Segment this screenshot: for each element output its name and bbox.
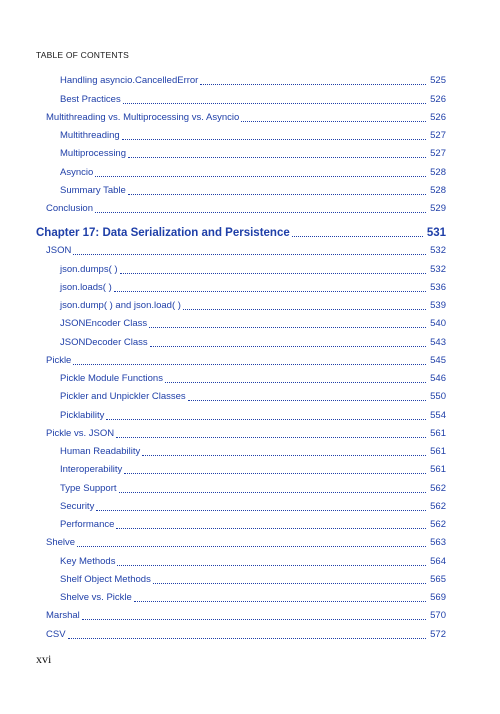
dot-leader [292, 235, 423, 237]
toc-entry[interactable] [36, 386, 446, 404]
dot-leader [188, 399, 426, 401]
toc-entry-title: Picklability [60, 409, 105, 421]
toc-entry-title: Multithreading [60, 130, 120, 141]
toc-entry-title: Multiprocessing [60, 148, 126, 160]
toc-entry-title: Key Methods [60, 555, 116, 567]
toc-entry-page: 546 [430, 373, 446, 384]
toc-entry-title: Chapter 17: Data Serialization and Persistence [36, 227, 290, 239]
toc-entry[interactable] [36, 143, 446, 161]
toc-entry-page: 528 [430, 166, 446, 178]
toc-entry-page: 550 [430, 391, 446, 403]
toc-entry-title: json.dumps( ) [60, 263, 118, 275]
toc-entry-page: 539 [430, 300, 446, 311]
dot-leader [165, 381, 426, 383]
toc-entry-page: 569 [430, 592, 446, 603]
dot-leader [122, 138, 426, 140]
toc-entry-page: 545 [430, 354, 446, 366]
toc-entry[interactable] [36, 514, 446, 532]
toc-entry-title: Summary Table [60, 184, 126, 196]
dot-leader [96, 509, 426, 511]
toc-entry-page: 529 [430, 203, 446, 214]
toc-entry-page: 526 [430, 111, 446, 123]
toc-entry[interactable] [36, 550, 446, 568]
toc-entry[interactable] [36, 368, 446, 386]
toc-entry-page: 570 [430, 610, 446, 622]
toc-entry[interactable] [36, 350, 446, 368]
toc-entry[interactable] [36, 441, 446, 459]
toc-entry-page: 561 [430, 464, 446, 476]
toc-entry-title: CSV [46, 628, 66, 640]
dot-leader [120, 272, 427, 274]
toc-entry-title: Asyncio [60, 166, 94, 178]
toc-entry[interactable] [36, 477, 446, 495]
toc-entry-page: 532 [430, 263, 446, 275]
toc-entry-page: 525 [430, 75, 446, 87]
toc-entry-page: 527 [430, 148, 446, 160]
toc-entry-page: 532 [430, 245, 446, 257]
toc-entry-title: JSONDecoder Class [60, 336, 148, 348]
running-header: TABLE OF CONTENTS [36, 50, 129, 60]
dot-leader [116, 436, 426, 438]
toc-entry-title: Human Readability [60, 446, 141, 457]
toc-entry-title: Best Practices [60, 93, 121, 105]
dot-leader [82, 618, 426, 620]
dot-leader [128, 156, 426, 158]
toc-entry[interactable] [36, 496, 446, 514]
toc-entry-page: 561 [430, 446, 446, 457]
toc-entry[interactable] [36, 277, 446, 295]
dot-leader [73, 363, 426, 365]
toc-entry-page: 565 [430, 573, 446, 585]
toc-entry-title: Conclusion [46, 203, 93, 214]
toc-entry-page: 564 [430, 555, 446, 567]
toc-entry-title: Performance [60, 519, 115, 530]
toc-entry-title: JSON [46, 245, 72, 257]
toc-entry[interactable] [36, 623, 446, 641]
toc-entry-page: 554 [430, 409, 446, 421]
page-number: xvi [36, 652, 52, 666]
toc-entry-page: 543 [430, 336, 446, 348]
dot-leader [183, 308, 426, 310]
dot-leader [68, 637, 427, 639]
toc-entry-page: 561 [430, 427, 446, 439]
dot-leader [95, 175, 426, 177]
toc-entry[interactable] [36, 125, 446, 143]
dot-leader [128, 193, 426, 195]
toc-entry[interactable] [36, 331, 446, 349]
toc-entry[interactable] [36, 198, 446, 216]
dot-leader [123, 102, 426, 104]
toc-entry-title: json.loads( ) [60, 281, 112, 293]
toc-entry[interactable] [36, 605, 446, 623]
toc-entry[interactable] [36, 404, 446, 422]
toc-entry-title: JSONEncoder Class [60, 318, 148, 330]
dot-leader [77, 545, 426, 547]
dot-leader [241, 120, 426, 122]
dot-leader [117, 564, 426, 566]
dot-leader [95, 211, 426, 213]
dot-leader [149, 326, 426, 328]
dot-leader [114, 290, 426, 292]
toc-entry-title: Pickle [46, 354, 72, 366]
toc-entry-page: 563 [430, 537, 446, 549]
toc-entry-title: Interoperability [60, 464, 123, 476]
toc-entry[interactable] [36, 161, 446, 179]
toc-entry-page: 526 [430, 93, 446, 105]
dot-leader [119, 491, 427, 493]
toc-entry-title: Pickler and Unpickler Classes [60, 391, 186, 403]
dot-leader [73, 253, 426, 255]
toc-entry[interactable] [36, 587, 446, 605]
toc-entry[interactable] [36, 459, 446, 477]
dot-leader [124, 472, 426, 474]
table-of-contents [36, 70, 446, 642]
toc-entry-page: 536 [430, 281, 446, 293]
toc-entry[interactable] [36, 258, 446, 276]
toc-entry-page: 562 [430, 482, 446, 494]
toc-entry-title: Pickle vs. JSON [46, 427, 115, 439]
toc-entry[interactable] [36, 423, 446, 441]
dot-leader [116, 527, 426, 529]
toc-entry[interactable] [36, 107, 446, 125]
dot-leader [134, 600, 426, 602]
toc-entry-page: 531 [426, 227, 446, 239]
toc-entry-page: 572 [430, 628, 446, 640]
toc-entry-title: json.dump( ) and json.load( ) [60, 300, 181, 311]
toc-chapter-entry[interactable] [36, 216, 446, 240]
toc-entry-title: Shelve [46, 537, 76, 549]
toc-entry[interactable] [36, 70, 446, 88]
toc-entry-page: 527 [430, 130, 446, 141]
toc-entry-title: Shelf Object Methods [60, 573, 151, 585]
toc-entry-title: Type Support [60, 482, 117, 494]
toc-entry[interactable] [36, 88, 446, 106]
dot-leader [200, 83, 426, 85]
dot-leader [142, 454, 426, 456]
toc-entry-title: Security [60, 500, 95, 512]
toc-entry[interactable] [36, 313, 446, 331]
toc-entry-title: Handling asyncio.CancelledError [60, 75, 199, 87]
toc-entry-title: Marshal [46, 610, 80, 622]
toc-entry-title: Pickle Module Functions [60, 373, 163, 384]
toc-entry[interactable] [36, 240, 446, 258]
dot-leader [150, 345, 427, 347]
dot-leader [153, 582, 426, 584]
toc-entry[interactable] [36, 295, 446, 313]
dot-leader [106, 418, 426, 420]
toc-entry-page: 562 [430, 519, 446, 530]
toc-entry[interactable] [36, 180, 446, 198]
toc-entry-title: Multithreading vs. Multiprocessing vs. Asyncio [46, 111, 240, 123]
toc-entry-title: Shelve vs. Pickle [60, 592, 132, 603]
toc-entry-page: 540 [430, 318, 446, 330]
toc-entry[interactable] [36, 569, 446, 587]
toc-entry-page: 528 [430, 184, 446, 196]
toc-entry[interactable] [36, 532, 446, 550]
toc-entry-page: 562 [430, 500, 446, 512]
